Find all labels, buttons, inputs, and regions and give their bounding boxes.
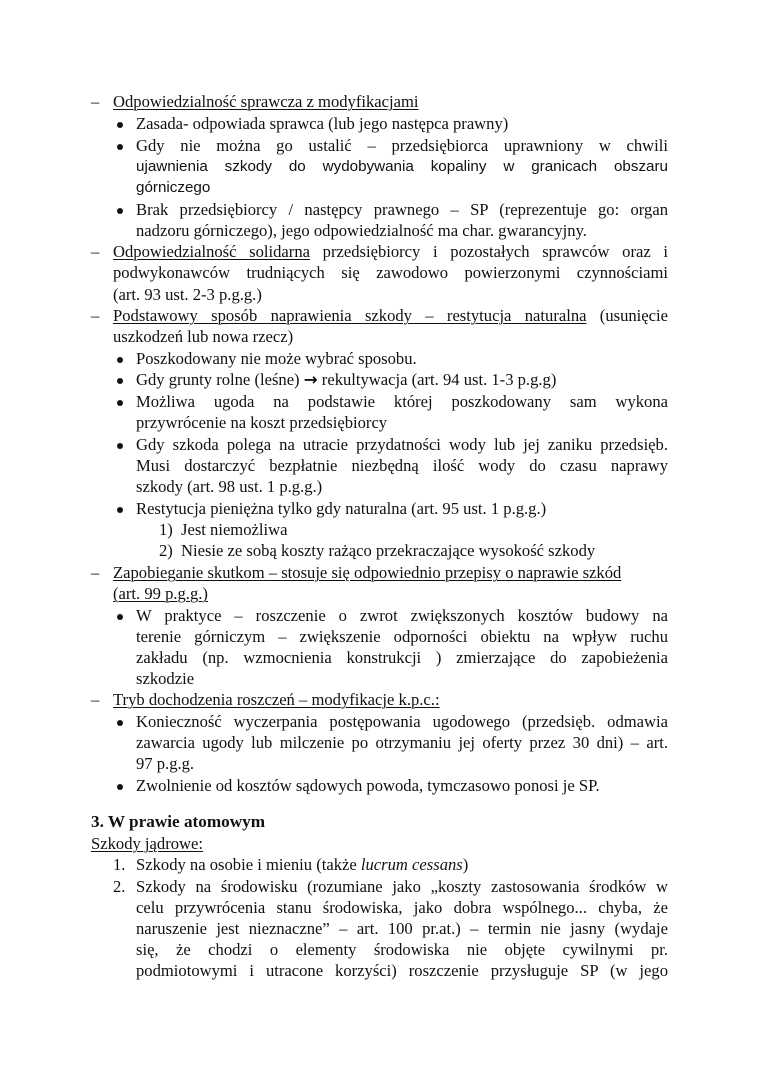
item-title: Zapobieganie skutkom – stosuje się odpowiednio przepisy o naprawie szkód: [113, 563, 622, 582]
bullet-text: nadzoru górniczego), jego odpowiedzialność ma char. gwarancyjny.: [136, 221, 587, 240]
bullet-marker: [117, 720, 123, 726]
dash-marker: –: [91, 242, 100, 261]
bullet-text: 97 p.g.g.: [136, 754, 195, 773]
bullet-marker: [117, 208, 123, 214]
list-text: naruszenie jest nieznaczne” – art. 100 pr.at.) – termin nie jasny (wydaje: [136, 919, 668, 938]
section-heading: 3. W prawie atomowym: [91, 812, 266, 831]
arrow-right-icon: →: [303, 370, 318, 389]
bullet-text: Zasada- odpowiada sprawca (lub jego następca prawny): [136, 114, 509, 133]
bullet-text: górniczego: [136, 179, 211, 196]
bullet-text: Gdy grunty rolne (leśne) → rekultywacja (art. 94 ust. 1-3 p.g.g): [136, 370, 557, 389]
bullet-text: Możliwa ugoda na podstawie której poszkodowany sam wykona: [136, 392, 668, 411]
bullet-text: Gdy nie można go ustalić – przedsiębiorca uprawniony w chwili: [136, 136, 668, 155]
bullet-text: Musi dostarczyć bezpłatnie niezbędną ilość wody do czasu naprawy: [136, 456, 668, 475]
list-text: Szkody na środowisku (rozumiane jako „koszty zastosowania środków w: [136, 877, 668, 896]
item-title: (art. 99 p.g.g.): [113, 584, 208, 603]
bullet-marker: [117, 357, 123, 363]
item-title: Tryb dochodzenia roszczeń – modyfikacje k.p.c.:: [113, 690, 440, 709]
list-number: 2): [159, 541, 173, 560]
bullet-marker: [117, 378, 123, 384]
item-title: Odpowiedzialność sprawcza z modyfikacjami: [113, 92, 419, 111]
bullet-text: Poszkodowany nie może wybrać sposobu.: [136, 349, 417, 368]
dash-marker: –: [91, 690, 100, 709]
bullet-marker: [117, 784, 123, 790]
list-number: 1): [159, 520, 173, 539]
bullet-text: Restytucja pieniężna tylko gdy naturalna (art. 95 ust. 1 p.g.g.): [136, 499, 547, 518]
list-text: się, że chodzi o elementy środowiska nie objęte cywilnymi pr.: [136, 940, 668, 959]
dash-marker: –: [91, 306, 100, 325]
bullet-text: zawarcia ugody lub milczenie po otrzymaniu jej oferty przez 30 dni) – art.: [136, 733, 668, 752]
item-title: Odpowiedzialność solidarna przedsiębiorcy i pozostałych sprawców oraz i: [113, 242, 668, 261]
item-text: (art. 93 ust. 2-3 p.g.g.): [113, 285, 262, 304]
bullet-text: ujawnienia szkody do wydobywania kopaliny w granicach obszaru: [136, 158, 668, 175]
bullet-marker: [117, 122, 123, 128]
item-title: Podstawowy sposób naprawienia szkody – restytucja naturalna (usunięcie: [113, 306, 668, 325]
bullet-marker: [117, 144, 123, 150]
bullet-marker: [117, 507, 123, 513]
bullet-marker: [117, 614, 123, 620]
bullet-text: W praktyce – roszczenie o zwrot zwiększonych kosztów budowy na: [136, 606, 668, 625]
bullet-text: szkodzie: [136, 669, 195, 688]
bullet-text: przywrócenie na koszt przedsiębiorcy: [136, 413, 388, 432]
item-text: uszkodzeń lub nowa rzecz): [113, 327, 294, 346]
bullet-text: Zwolnienie od kosztów sądowych powoda, tymczasowo ponosi je SP.: [136, 776, 600, 795]
bullet-text: Gdy szkoda polega na utracie przydatności wody lub jej zaniku przedsięb.: [136, 435, 668, 454]
list-number: 2.: [113, 877, 126, 896]
bullet-marker: [117, 443, 123, 449]
bullet-text: terenie górniczym – zwiększenie odporności obiektu na wpływ ruchu: [136, 627, 668, 646]
list-text: Niesie ze sobą koszty rażąco przekraczające wysokość szkody: [181, 541, 596, 560]
section-subheading: Szkody jądrowe:: [91, 834, 203, 853]
list-text: celu przywrócenia stanu środowiska, jako dobra wspólnego... chyba, że: [136, 898, 668, 917]
list-text: Szkody na osobie i mieniu (także lucrum cessans): [136, 855, 469, 874]
bullet-marker: [117, 400, 123, 406]
list-text: Jest niemożliwa: [181, 520, 288, 539]
list-number: 1.: [113, 855, 126, 874]
item-text: podwykonawców trudniących się zawodowo powierzonymi czynnościami: [113, 263, 668, 282]
bullet-text: Brak przedsiębiorcy / następcy prawnego – SP (reprezentuje go: organ: [136, 200, 668, 219]
list-text: podmiotowymi i utracone korzyści) roszczenie przysługuje SP (w jego: [136, 961, 668, 980]
dash-marker: –: [91, 563, 100, 582]
dash-marker: –: [91, 92, 100, 111]
bullet-text: Konieczność wyczerpania postępowania ugodowego (przedsięb. odmawia: [136, 712, 668, 731]
bullet-text: szkody (art. 98 ust. 1 p.g.g.): [136, 477, 323, 496]
bullet-text: zakładu (np. wzmocnienia konstrukcji ) zmierzające do zapobieżenia: [136, 648, 668, 667]
